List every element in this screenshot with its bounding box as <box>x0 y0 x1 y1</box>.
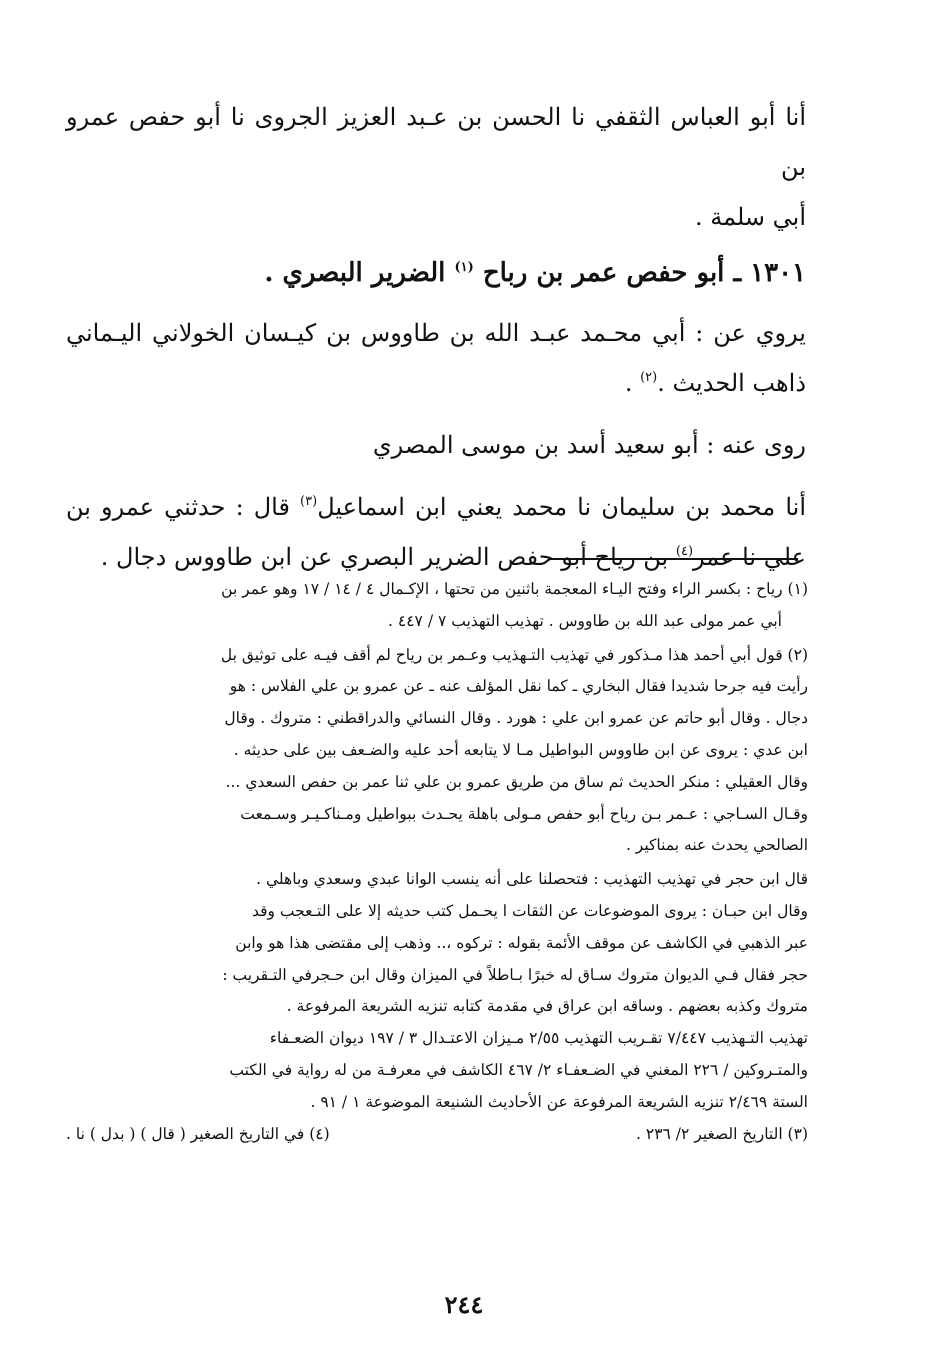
footnote-line: والمتـروكين / ٢٢٦ المغني في الضـعفـاء ٢/ ٤٦٧ الكاشف في معرفـة من له رواية في الكتب <box>229 1060 808 1079</box>
text-line: أنا أبو العباس الثقفي نا الحسن بن عـبد العزيز الجروى نا أبو حفص عمرو بن <box>66 103 806 181</box>
text-line: يروي عن : أبي محـمد عبـد الله بن طاووس بن كيـسان الخولاني اليـماني <box>66 319 806 347</box>
text-line <box>66 358 806 408</box>
footnote-line: وقال العقيلي : منكر الحديث ثم ساق من طريق عمرو بن علي ثنا عمر بن حفص السعدي ... <box>225 772 808 791</box>
footnote-line: عبر الذهبي في الكاشف عن موقف الأئمة بقوله : تركوه ،.. وذهب إلى مقتضى هذا هو وابن <box>235 933 808 952</box>
text-span: . <box>624 369 641 397</box>
footnote-line: قال ابن حجر في تهذيب التهذيب : فتحصلنا على أنه ينسب الوانا عبدي وسعدي وباهلي . <box>256 870 808 889</box>
text-span: أنا محمد بن سليمان نا محمد يعني ابن اسماعيل <box>317 493 806 521</box>
footnotes <box>66 574 808 1150</box>
footnote-line: متروك وكذبه بعضهم . وساقه ابن عراق في مقدمة كتابه تنزيه الشريعة المرفوعة . <box>286 997 808 1016</box>
footnote-line: تهذيب التـهذيب ٧/٤٤٧ تقـريب التهذيب ٢/٥٥ مـيزان الاعتـدال ٣ / ١٩٧ ديوان الضعـفاء <box>269 1029 808 1048</box>
footnote-line: رأيت فيه جرحا شديدا فقال البخاري ـ كما نقل المؤلف عنه ـ عن عمرو بن علي الفلاس : هو <box>229 677 808 696</box>
footnote-ref: (٣) <box>300 494 318 509</box>
entry-title-rest: الضرير البصري . <box>264 258 446 288</box>
text-line: روى عنه : أبو سعيد أسد بن موسى المصري <box>372 431 806 459</box>
footnote-line: (٢) قول أبي أحمد هذا مـذكور في تهذيب التـهذيب وعـمر بن رياح لم أقف فيـه على توثيق بل <box>220 645 808 664</box>
footnote-separator <box>548 558 798 560</box>
footnote-3: (٣) التاريخ الصغير ٢/ ٢٣٦ . <box>636 1124 808 1143</box>
entry-number: ١٣٠١ <box>750 258 806 288</box>
entry-title: ـ أبو حفص عمر بن رباح <box>482 258 742 288</box>
text-span: بن رياح أبو حفص الضرير البصري عن ابن طاووس دجال . <box>100 543 676 571</box>
main-text <box>66 92 806 582</box>
footnote-4: (٤) في التاريخ الصغير ( قال ) ( بدل ) نا . <box>66 1124 330 1143</box>
footnote-line: (١) رياح : بكسر الراء وفتح اليـاء المعجمة باثنين من تحتها ، الإكـمال ٤ / ١٤ / ١٧ وهو عمر بن <box>221 580 808 598</box>
footnote-line: ابن عدي : يروى عن ابن طاووس البواطيل مـا لا يتابعه أحد عليه والضـعف بين على حديثه . <box>233 740 808 759</box>
text-line: أبي سلمة . <box>694 203 806 231</box>
text-span: ذاهب الحديث . <box>657 369 806 397</box>
footnote-line: أبي عمر مولى عبد الله بن طاووس . تهذيب التهذيب ٧ / ٤٤٧ . <box>388 611 782 630</box>
footnote-line: الصالحي يحدث عنه بمناكير . <box>625 836 808 855</box>
footnote-line: الستة ٢/٤٦٩ تنزيه الشريعة المرفوعة عن الأحاديث الشنيعة الموضوعة ١ / ٩١ . <box>310 1092 808 1111</box>
text-span: علي نا عمر <box>693 543 806 571</box>
entry-heading <box>66 248 806 298</box>
text-line <box>66 482 806 532</box>
footnote-ref: (٤) <box>675 544 694 559</box>
footnote-line: دجال . وقال أبو حاتم عن عمرو ابن علي : هورد . وقال النسائي والدراقطني : متروك . وقال <box>224 709 808 728</box>
footnote-line: وقال ابن حبـان : يروى الموضوعات عن الثقات ا يحـمل كتب حديثه إلا على التـعجب وقد <box>251 901 808 920</box>
footnote-row <box>66 1119 808 1151</box>
page-number: ٢٤٤ <box>444 1290 484 1319</box>
footnote-ref: (٢) <box>640 370 658 385</box>
footnote-line: حجر فقال فـي الديوان متروك سـاق له خبرًا بـاطلاً في الميزان وقال ابن حـجرفي التـقريب : <box>222 965 808 984</box>
text-span: قال : حدثني عمرو بن <box>66 493 301 521</box>
footnote-line: وقـال السـاجي : عـمر بـن رياح أبو حفص مـولى باهلة يحـدث ببواطيل ومـناكـيـر وسـمعت <box>240 804 808 823</box>
footnote-ref: (١) <box>454 260 474 275</box>
